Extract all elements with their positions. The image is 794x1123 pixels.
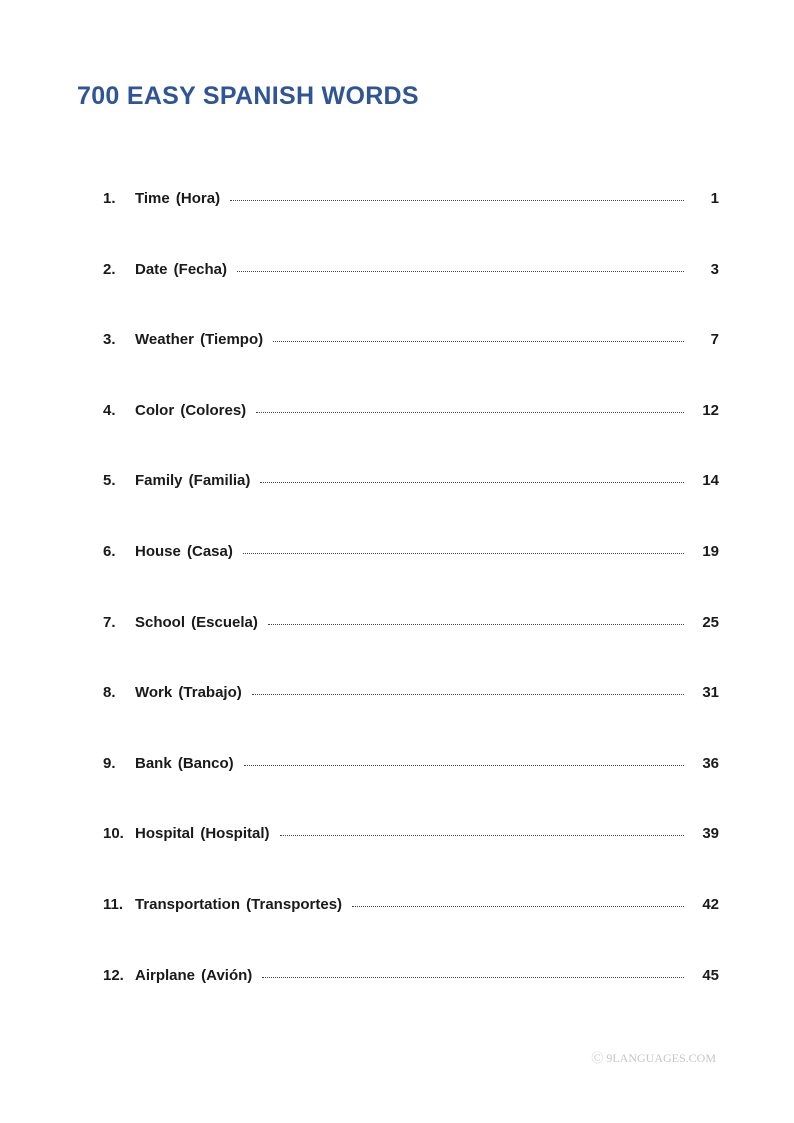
toc-entry-title[interactable]: Date (Fecha)	[135, 260, 228, 278]
toc-entry-page[interactable]: 31	[702, 684, 719, 702]
dot-leader	[273, 341, 684, 342]
toc-entry-5[interactable]	[103, 472, 719, 543]
toc-entry-page[interactable]: 12	[702, 401, 719, 419]
dot-leader	[244, 765, 684, 766]
page-title: 700 EASY SPANISH WORDS	[77, 82, 419, 110]
dot-leader	[268, 624, 684, 625]
toc-entry-page[interactable]: 36	[702, 754, 719, 772]
dot-leader	[230, 200, 684, 201]
toc-entry-title[interactable]: Weather (Tiempo)	[135, 331, 264, 349]
toc-entry-title[interactable]: Airplane (Avión)	[135, 966, 253, 984]
toc-entry-3[interactable]	[103, 331, 719, 402]
table-of-contents	[103, 190, 719, 1037]
toc-entry-page[interactable]: 39	[702, 825, 719, 843]
toc-entry-number: 10.	[103, 825, 124, 843]
toc-entry-page[interactable]: 25	[702, 613, 719, 631]
dot-leader	[256, 412, 684, 413]
dot-leader	[262, 977, 684, 978]
toc-entry-title[interactable]: House (Casa)	[135, 542, 233, 560]
toc-entry-title[interactable]: Transportation (Transportes)	[135, 895, 343, 913]
toc-entry-12[interactable]	[103, 967, 719, 1038]
dot-leader	[252, 694, 684, 695]
toc-entry-11[interactable]	[103, 896, 719, 967]
toc-entry-number: 1.	[103, 190, 116, 207]
toc-entry-title[interactable]: Hospital (Hospital)	[135, 825, 270, 843]
toc-entry-10[interactable]	[103, 825, 719, 896]
toc-entry-2[interactable]	[103, 261, 719, 332]
toc-entry-6[interactable]	[103, 543, 719, 614]
toc-entry-page[interactable]: 19	[702, 542, 719, 560]
toc-entry-title[interactable]: School (Escuela)	[135, 613, 258, 631]
copyright-footer: Ⓒ 9LANGUAGES.COM	[591, 1051, 716, 1065]
toc-entry-7[interactable]	[103, 614, 719, 685]
toc-entry-page[interactable]: 14	[702, 472, 719, 490]
dot-leader	[280, 835, 684, 836]
toc-entry-number: 5.	[103, 472, 116, 490]
toc-entry-page[interactable]: 3	[710, 260, 719, 278]
toc-entry-number: 8.	[103, 684, 116, 702]
toc-entry-number: 2.	[103, 260, 116, 278]
toc-entry-9[interactable]	[103, 755, 719, 826]
toc-entry-number: 3.	[103, 331, 116, 349]
toc-entry-number: 6.	[103, 542, 116, 560]
toc-entry-1[interactable]	[103, 190, 719, 261]
toc-entry-title[interactable]: Color (Colores)	[135, 401, 247, 419]
dot-leader	[352, 906, 684, 907]
toc-entry-page[interactable]: 7	[710, 331, 719, 349]
toc-entry-number: 12.	[103, 966, 124, 984]
toc-entry-title[interactable]: Work (Trabajo)	[135, 684, 242, 702]
toc-entry-4[interactable]	[103, 402, 719, 473]
toc-entry-page[interactable]: 45	[702, 966, 719, 984]
toc-entry-page[interactable]: 1	[710, 190, 719, 207]
toc-entry-8[interactable]	[103, 684, 719, 755]
dot-leader	[260, 482, 684, 483]
dot-leader	[243, 553, 684, 554]
toc-entry-number: 9.	[103, 754, 116, 772]
dot-leader	[237, 271, 684, 272]
toc-entry-number: 4.	[103, 401, 116, 419]
toc-entry-title[interactable]: Bank (Banco)	[135, 754, 234, 772]
toc-entry-title[interactable]: Family (Familia)	[135, 472, 251, 490]
toc-entry-title[interactable]: Time (Hora)	[135, 190, 221, 207]
toc-entry-page[interactable]: 42	[702, 895, 719, 913]
toc-entry-number: 7.	[103, 613, 116, 631]
toc-entry-number: 11.	[103, 895, 124, 913]
